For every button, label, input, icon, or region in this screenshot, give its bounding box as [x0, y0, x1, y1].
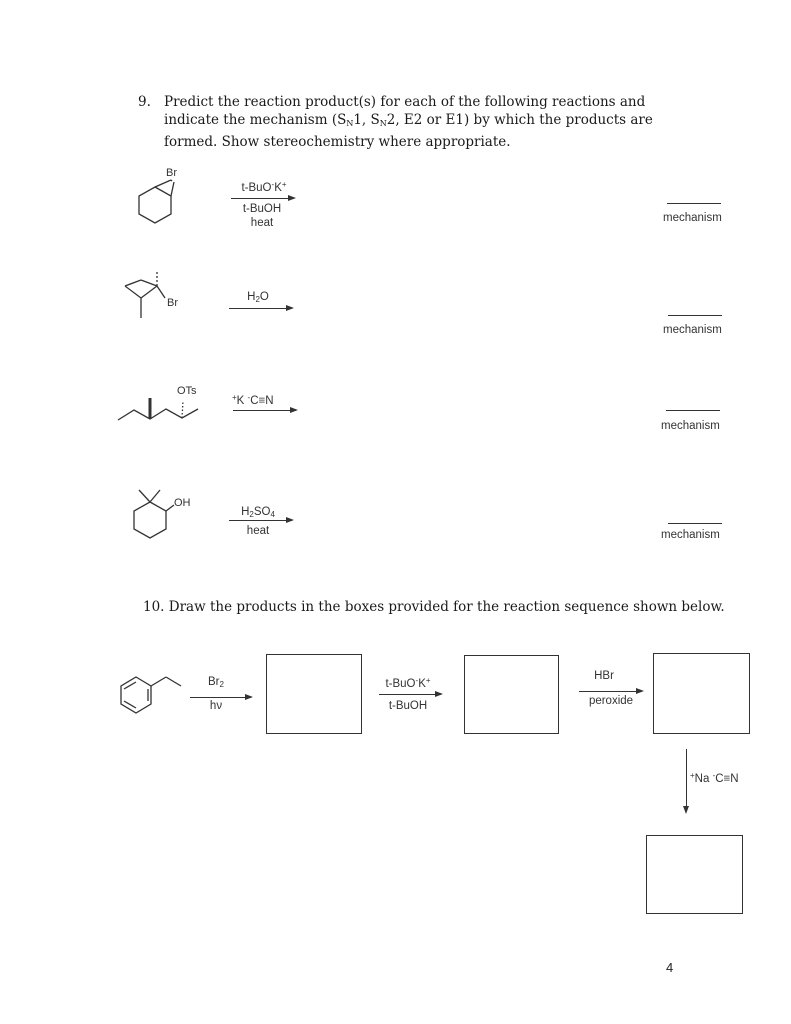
- reagent-text: Na: [694, 773, 713, 785]
- q10-step-1-arrow: [190, 697, 251, 698]
- q10-step-4-arrow-shaft: [686, 749, 687, 807]
- q10-step-4-reagent: [690, 771, 739, 785]
- reagent-text: C≡N: [250, 395, 274, 407]
- reagent-charge: -: [415, 676, 419, 685]
- q10-step-4-arrow-head: [683, 806, 689, 814]
- reaction-1-reagent-bottom-2: heat: [250, 217, 274, 229]
- reagent-text: O: [259, 291, 269, 303]
- question-10-text: Draw the products in the boxes provided for the reaction sequence shown below.: [168, 599, 725, 615]
- question-10-number: 10.: [143, 599, 165, 615]
- reaction-1-mechanism-label: mechanism: [663, 212, 722, 224]
- q9-line2-part: 1, S: [353, 112, 380, 128]
- q10-product-box-3[interactable]: [653, 653, 750, 734]
- reaction-2-br-label: Br: [167, 297, 178, 309]
- reagent-charge: -: [247, 393, 251, 402]
- reaction-1-reagent-bottom-1: t-BuOH: [242, 203, 282, 215]
- q10-step-3-reagent-top: HBr: [594, 670, 614, 682]
- reagent-text: C≡N: [715, 773, 739, 785]
- reaction-2-mechanism-label: mechanism: [663, 324, 722, 336]
- reagent-charge: +: [281, 180, 287, 189]
- reaction-4-mechanism-label: mechanism: [661, 529, 720, 541]
- reagent-charge: +: [690, 771, 695, 780]
- reagent-text: K: [236, 395, 248, 407]
- reagent-text: SO: [253, 506, 271, 518]
- reagent-charge: +: [425, 676, 431, 685]
- q10-step-1-reagent-bottom: hν: [209, 700, 223, 712]
- reagent-text: H: [247, 291, 256, 303]
- page-number: 4: [666, 960, 674, 975]
- q10-step-1-reagent-top: [196, 676, 236, 689]
- reagent-text: K: [418, 678, 426, 690]
- q9-line2-part: 2, E2 or E1) by which the products are: [386, 112, 653, 128]
- reagent-text: Br: [208, 676, 220, 688]
- reagent-subscript: 2: [255, 295, 260, 304]
- q10-step-3-arrow: [579, 691, 642, 692]
- q9-subscript-n: N: [346, 119, 354, 128]
- reaction-3-ots-label: OTs: [177, 385, 197, 397]
- question-9-line-3: formed. Show stereochemistry where appropriate.: [164, 134, 511, 150]
- reagent-subscript: 2: [219, 680, 224, 689]
- reagent-text: t-BuO: [241, 182, 272, 194]
- reagent-subscript: 4: [270, 510, 275, 519]
- reagent-subscript: 2: [249, 510, 254, 519]
- reaction-4-oh-label: OH: [174, 497, 191, 509]
- reagent-text: t-BuO: [385, 678, 416, 690]
- q10-product-box-1[interactable]: [266, 654, 362, 734]
- q10-step-2-reagent-top: [378, 676, 438, 690]
- question-9-line-1: Predict the reaction product(s) for each of the following reactions and: [164, 94, 646, 110]
- q9-line2-part: indicate the mechanism (S: [164, 112, 347, 128]
- reaction-4-reagent-bottom: heat: [246, 525, 270, 537]
- reagent-charge: -: [271, 180, 275, 189]
- q10-step-3-reagent-bottom: peroxide: [588, 695, 634, 707]
- reagent-text: H: [241, 506, 250, 518]
- reagent-charge: +: [232, 393, 237, 402]
- reaction-3-mechanism-label: mechanism: [661, 420, 720, 432]
- question-9-number: 9.: [138, 94, 151, 110]
- q9-subscript-n: N: [379, 119, 387, 128]
- q10-product-box-4[interactable]: [646, 835, 743, 914]
- reaction-1-br-label: Br: [166, 167, 177, 179]
- reagent-text: K: [274, 182, 282, 194]
- q10-step-2-reagent-bottom: t-BuOH: [388, 700, 428, 712]
- q10-product-box-2[interactable]: [464, 655, 559, 734]
- q10-step-2-arrow: [379, 694, 441, 695]
- reagent-charge: -: [712, 771, 716, 780]
